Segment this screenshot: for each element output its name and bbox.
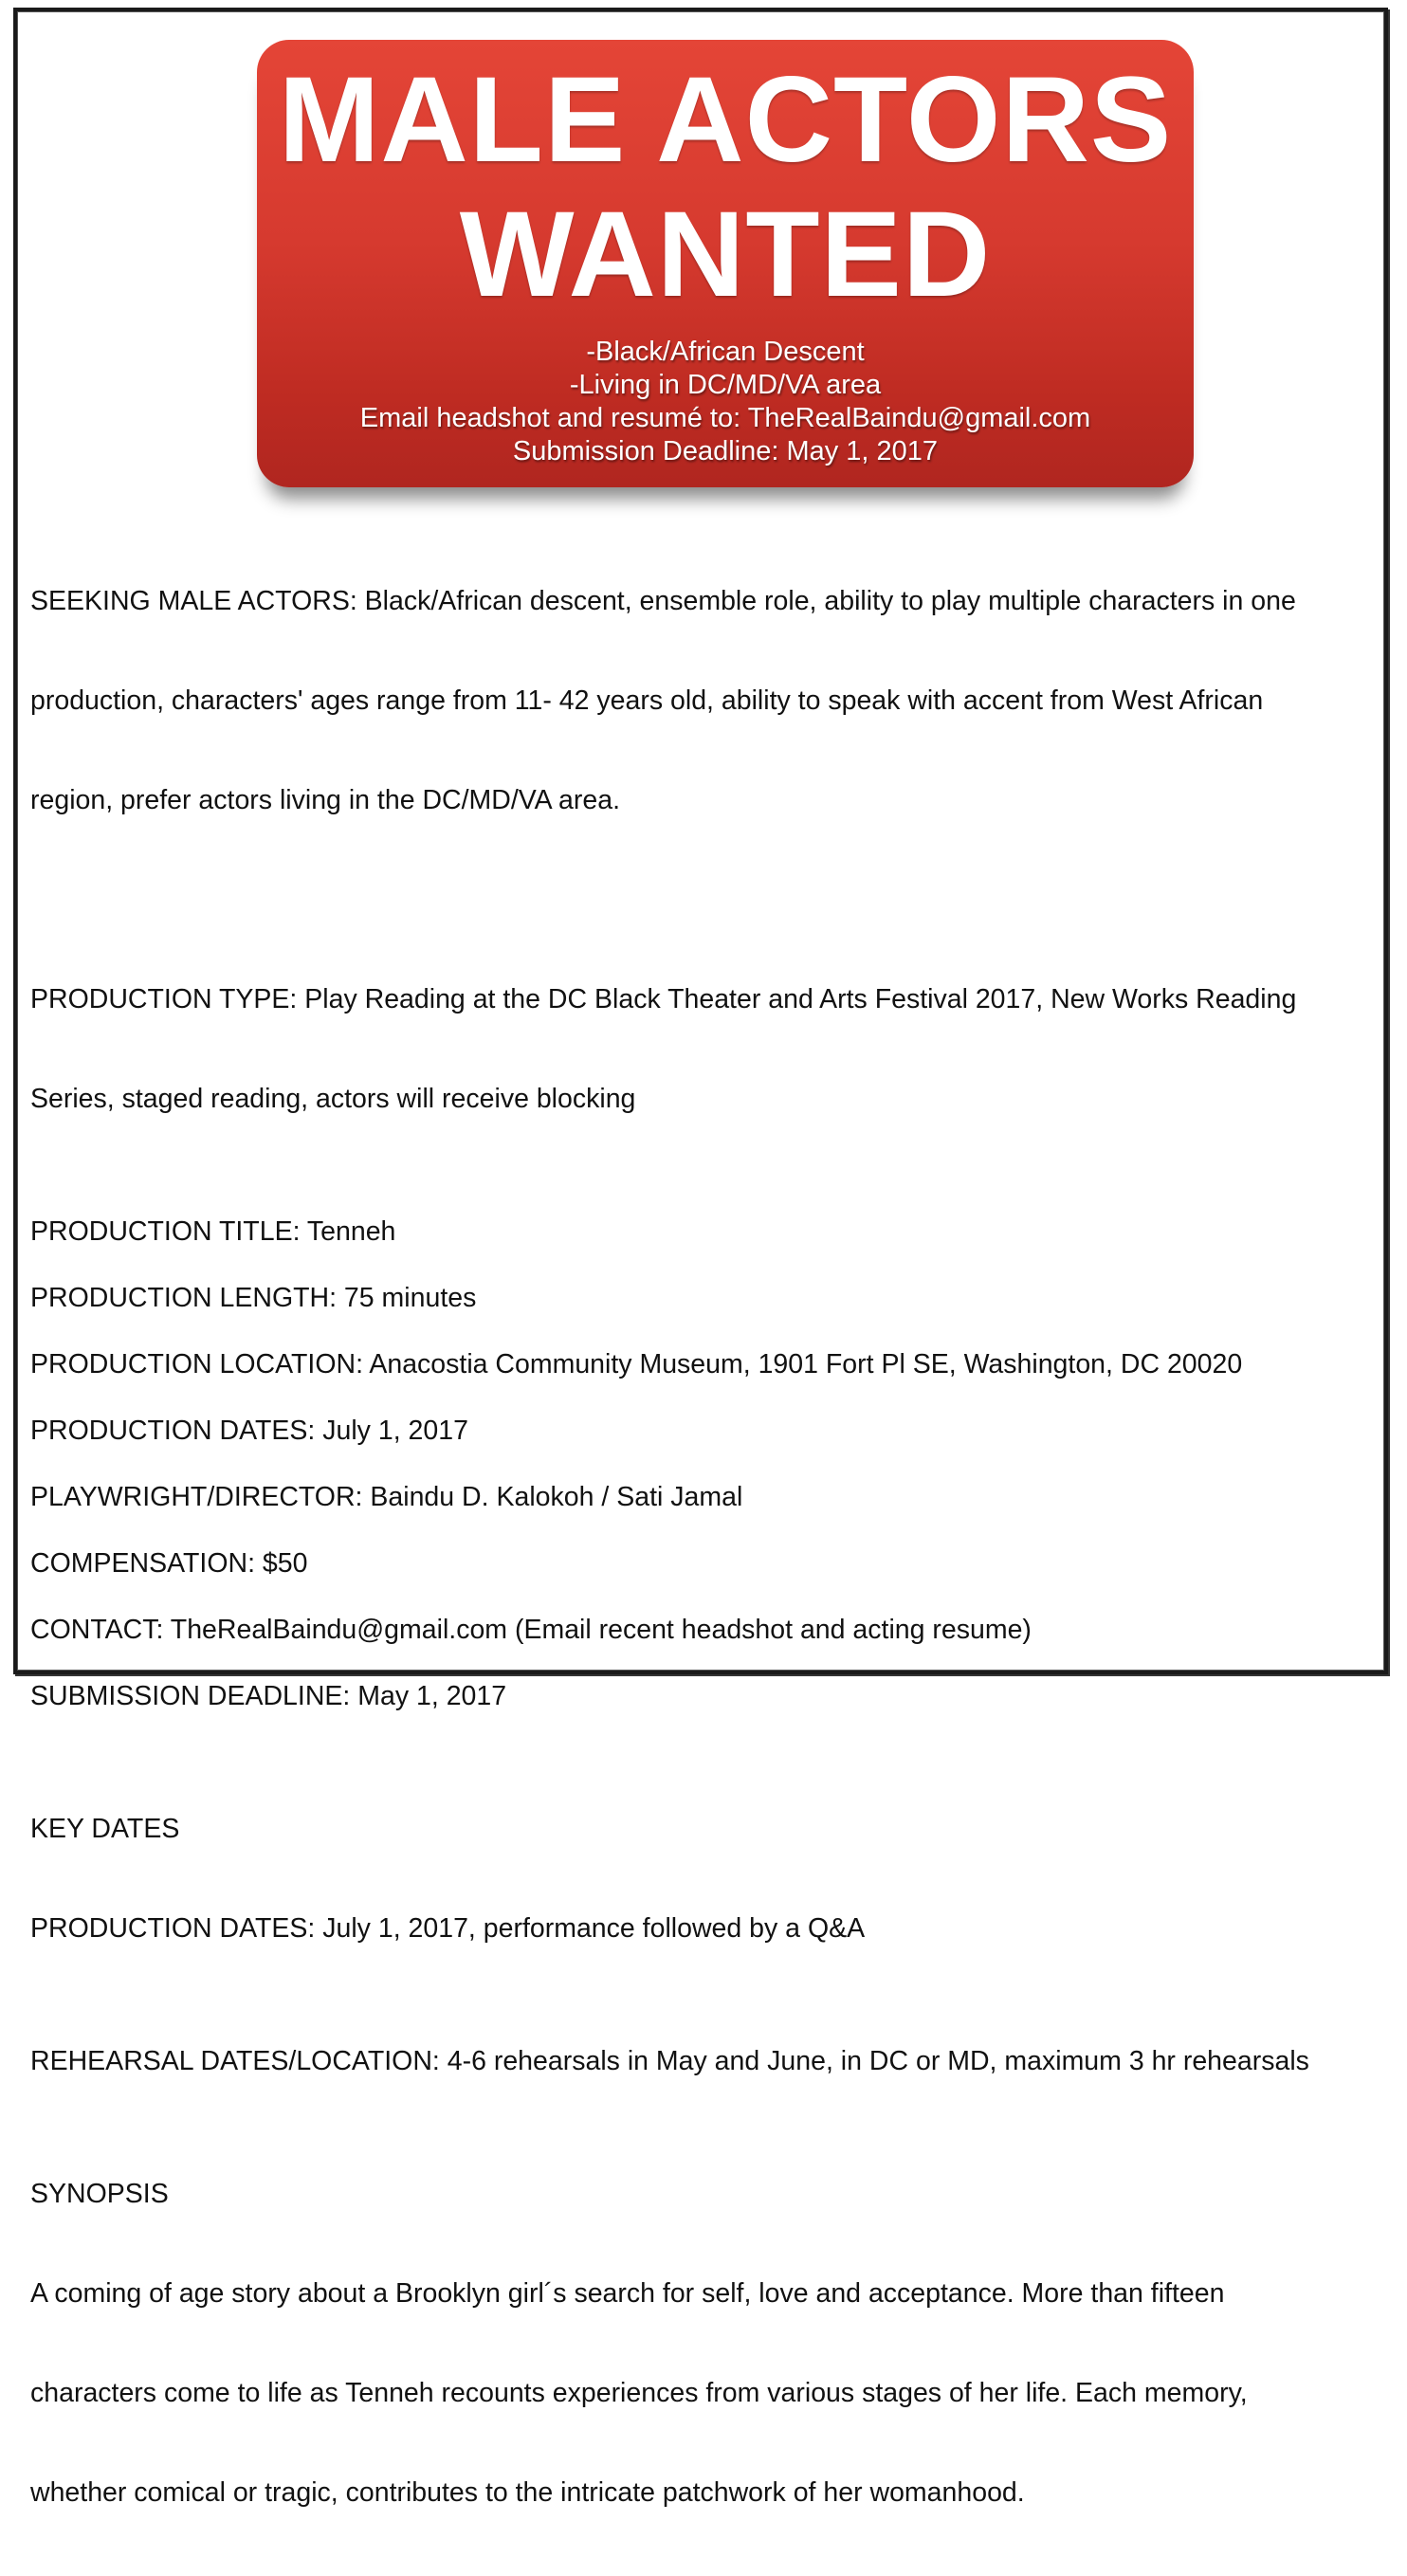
- banner-details: [257, 336, 1194, 468]
- banner-title-line-2: WANTED: [459, 187, 992, 322]
- production-title: PRODUCTION TITLE: Tenneh: [30, 1216, 396, 1247]
- synopsis-line: A coming of age story about a Brooklyn girl´s search for self, love and acceptance. More than fifteen: [30, 2278, 1225, 2309]
- seeking-line: production, characters' ages range from 11- 42 years old, ability to speak with accent from West African: [30, 685, 1264, 716]
- production-dates: PRODUCTION DATES: July 1, 2017: [30, 1416, 468, 1446]
- seeking-line: region, prefer actors living in the DC/MD/VA area.: [30, 785, 620, 815]
- synopsis-heading: SYNOPSIS: [30, 2179, 169, 2209]
- production-length: PRODUCTION LENGTH: 75 minutes: [30, 1283, 477, 1313]
- headline-banner: [257, 40, 1194, 487]
- banner-detail-email: Email headshot and resumé to: TheRealBaindu@gmail.com: [359, 403, 1091, 433]
- contact: CONTACT: TheRealBaindu@gmail.com (Email recent headshot and acting resume): [30, 1615, 1032, 1645]
- production-location: PRODUCTION LOCATION: Anacostia Community Museum, 1901 Fort Pl SE, Washington, DC 20020: [30, 1349, 1243, 1379]
- seeking-paragraph: [30, 519, 1384, 884]
- compensation: COMPENSATION: $50: [30, 1548, 308, 1579]
- key-dates-production: PRODUCTION DATES: July 1, 2017, performance followed by a Q&A: [30, 1913, 866, 1944]
- production-type-line: Series, staged reading, actors will receive blocking: [30, 1084, 636, 1114]
- key-dates-heading: KEY DATES: [30, 1814, 180, 1844]
- key-dates-section: [30, 1746, 1384, 2012]
- banner-title: [257, 53, 1194, 322]
- production-type-line: PRODUCTION TYPE: Play Reading at the DC Black Theater and Arts Festival 2017, New Works Reading: [30, 984, 1297, 1014]
- banner-title-line-1: MALE ACTORS: [278, 52, 1173, 188]
- synopsis-section: [30, 2111, 1384, 2576]
- banner-detail-deadline: Submission Deadline: May 1, 2017: [512, 436, 939, 466]
- rehearsal-details: REHEARSAL DATES/LOCATION: 4-6 rehearsals in May and June, in DC or MD, maximum 3 hr rehearsals: [30, 2046, 1309, 2076]
- banner-detail-descent: -Black/African Descent: [586, 337, 865, 367]
- synopsis-line: characters come to life as Tenneh recounts experiences from various stages of her life. Each memory,: [30, 2378, 1248, 2408]
- seeking-line: SEEKING MALE ACTORS: Black/African descent, ensemble role, ability to play multiple characters in one: [30, 586, 1296, 616]
- submission-deadline: SUBMISSION DEADLINE: May 1, 2017: [30, 1681, 507, 1711]
- banner-detail-location: -Living in DC/MD/VA area: [569, 370, 882, 400]
- casting-details: [30, 519, 1384, 2576]
- playwright-director: PLAYWRIGHT/DIRECTOR: Baindu D. Kalokoh / Sati Jamal: [30, 1482, 743, 1512]
- production-type-paragraph: [30, 917, 1384, 1182]
- synopsis-line: whether comical or tragic, contributes to the intricate patchwork of her womanhood.: [30, 2477, 1025, 2508]
